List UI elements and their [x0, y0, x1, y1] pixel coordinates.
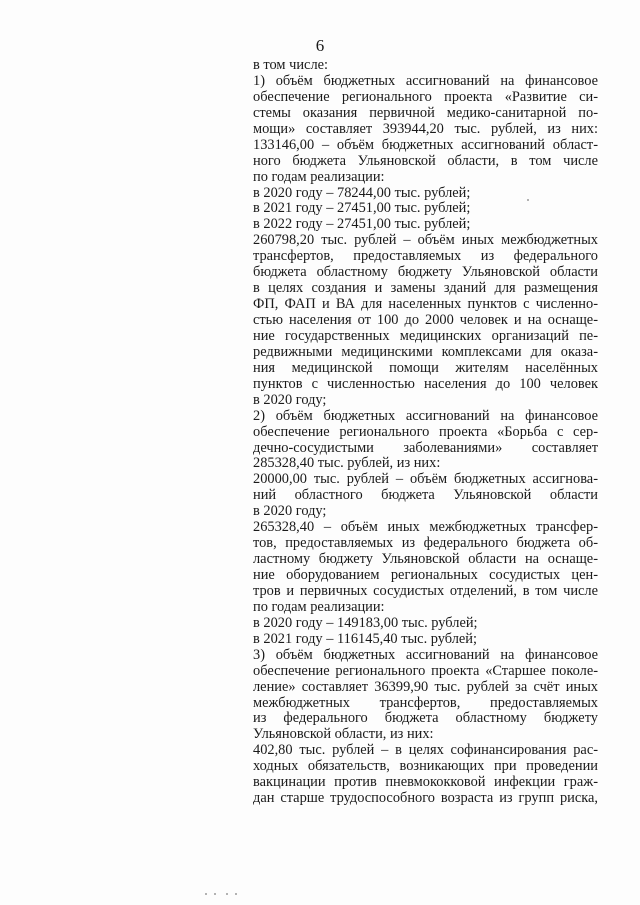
- text-line: обеспечение регионального проекта «Борьба с сер-: [253, 423, 598, 440]
- text-line: в 2022 году – 27451,00 тыс. рублей;: [253, 216, 471, 233]
- text-line: вакцинации против пневмококковой инфекции граж-: [253, 774, 598, 791]
- text-line: дан старше трудоспособного возраста из групп риска,: [253, 790, 598, 807]
- text-line: тров и первичных сосудистых отделений, в том числе: [253, 582, 598, 599]
- document-body: [253, 58, 598, 807]
- text-line: в 2020 году;: [253, 503, 327, 520]
- text-line: в том числе:: [253, 57, 329, 73]
- text-line: ний областного бюджета Ульяновской области: [253, 487, 598, 504]
- text-line: ластному бюджету Ульяновской области на оснаще-: [253, 551, 598, 568]
- scan-speck: [214, 893, 216, 895]
- text-line: 402,80 тыс. рублей – в целях софинансирования рас-: [253, 742, 598, 759]
- text-line: 260798,20 тыс. рублей – объём иных межбюджетных: [253, 232, 598, 249]
- text-line: по годам реализации:: [253, 598, 385, 615]
- text-line: мощи» составляет 393944,20 тыс. рублей, из них:: [253, 120, 598, 137]
- text-line: ФП, ФАП и ВА для населенных пунктов с численно-: [253, 296, 598, 313]
- text-line: трансфертов, предоставляемых из федерального: [253, 248, 598, 265]
- text-line: в 2021 году – 116145,40 тыс. рублей;: [253, 630, 478, 647]
- text-line: ние государственных медицинских организаций пе-: [253, 327, 598, 344]
- text-line: бюджета областному бюджету Ульяновской области: [253, 264, 598, 281]
- text-line: пунктов с численностью населения до 100 человек: [253, 375, 598, 392]
- text-line: по годам реализации:: [253, 168, 385, 185]
- text-line: в 2021 году – 27451,00 тыс. рублей;: [253, 200, 471, 217]
- text-line: в 2020 году;: [253, 391, 327, 408]
- text-line: обеспечение регионального проекта «Развитие си-: [253, 88, 598, 105]
- text-line: тов, предоставляемых из федерального бюджета об-: [253, 535, 598, 552]
- page-number: 6: [315, 36, 325, 55]
- text-line: ходных обязательств, возникающих при проведении: [253, 758, 598, 775]
- scan-speck: [235, 893, 237, 895]
- text-line: межбюджетных трансфертов, предоставляемых: [253, 694, 598, 711]
- text-line: 2) объём бюджетных ассигнований на финансовое: [253, 407, 598, 424]
- text-line: в 2020 году – 78244,00 тыс. рублей;: [253, 184, 471, 201]
- text-line: обеспечение регионального проекта «Старшее поколе-: [253, 662, 598, 679]
- text-line: дечно-сосудистыми заболеваниями» составляет: [253, 439, 598, 456]
- text-line: 1) объём бюджетных ассигнований на финансовое: [253, 72, 598, 89]
- scan-speck: [205, 893, 207, 895]
- text-line: ление» составляет 36399,90 тыс. рублей за счёт иных: [253, 678, 598, 695]
- text-line: редвижными медицинскими комплексами для оказа-: [253, 343, 598, 360]
- text-line: в 2020 году – 149183,00 тыс. рублей;: [253, 614, 478, 631]
- text-line: ние оборудованием региональных сосудистых цен-: [253, 567, 598, 583]
- scan-speck: [527, 199, 529, 201]
- text-line: стемы оказания первичной медико-санитарной по-: [253, 104, 598, 121]
- text-line: ного бюджета Ульяновской области, в том числе: [253, 152, 598, 169]
- text-line: стью населения от 100 до 2000 человек и на оснаще-: [253, 312, 598, 328]
- text-line: ния медицинской помощи жителям населённых: [253, 359, 598, 376]
- text-line: 285328,40 тыс. рублей, из них:: [253, 455, 441, 472]
- text-line: в целях создания и замены зданий для размещения: [253, 280, 598, 297]
- text-line: 20000,00 тыс. рублей – объём бюджетных ассигнова-: [253, 471, 598, 488]
- text-line: 3) объём бюджетных ассигнований на финансовое: [253, 646, 598, 663]
- text-line: Ульяновской области, из них:: [253, 726, 434, 743]
- text-line: 133146,00 – объём бюджетных ассигнований област-: [253, 136, 598, 153]
- text-line: 265328,40 – объём иных межбюджетных трансфер-: [253, 519, 598, 536]
- scan-speck: [226, 893, 228, 895]
- text-line: из федерального бюджета областному бюджету: [253, 710, 598, 727]
